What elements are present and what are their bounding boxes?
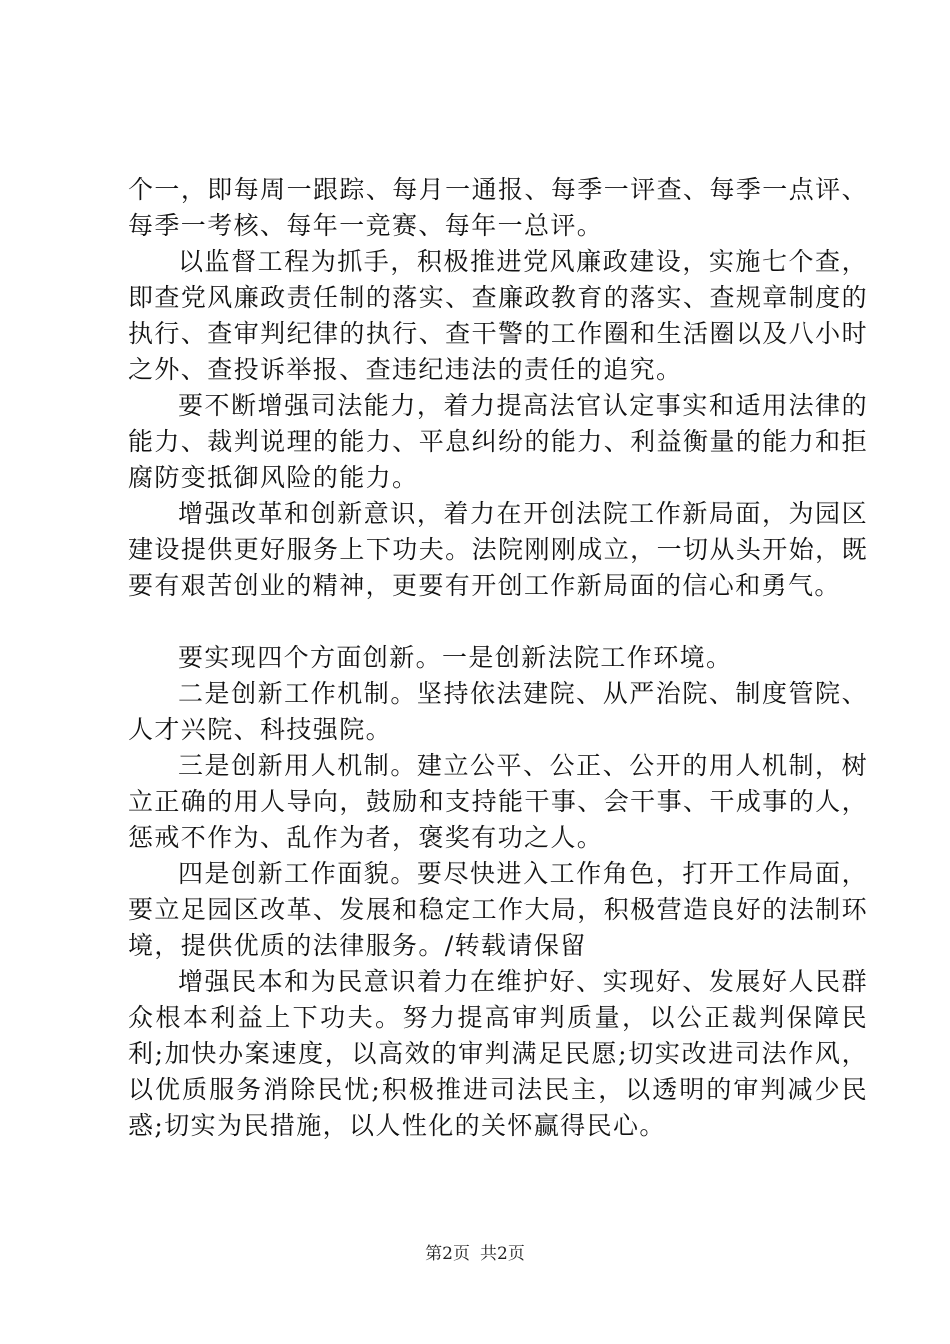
paragraph-four-innovations: 要实现四个方面创新。一是创新法院工作环境。 xyxy=(178,643,733,672)
paragraph-supervision: 以监督工程为抓手，积极推进党风廉政建设，实施七个查，即查党风廉政责任制的落实、查廉政教育的落实、查规章制度的执行、查审判纪律的执行、查干警的工作圈和生活圈以及八小时之外、查投诉举报、查违纪违法的责任的追究。 xyxy=(128,247,868,384)
paragraph-work-mechanism: 二是创新工作机制。坚持依法建院、从严治院、制度管院、人才兴院、科技强院。 xyxy=(128,679,868,744)
paragraph-employment-mechanism: 三是创新用人机制。建立公平、公正、公开的用人机制，树立正确的用人导向，鼓励和支持能干事、会干事、干成事的人，惩戒不作为、乱作为者，褒奖有功之人。 xyxy=(128,751,868,852)
page-number: 第2页 xyxy=(425,1244,470,1264)
paragraph-people-oriented: 增强民本和为民意识着力在维护好、实现好、发展好人民群众根本利益上下功夫。努力提高审判质量，以公正裁判保障民利;加快办案速度，以高效的审判满足民愿;切实改进司法作风，以优质服务消除民忧;积极推进司法民主，以透明的审判减少民惑;切实为民措施，以人性化的关怀赢得民心。 xyxy=(128,967,868,1140)
paragraph-continuation: 个一，即每周一跟踪、每月一通报、每季一评查、每季一点评、每季一考核、每年一竞赛、每年一总评。 xyxy=(128,175,868,240)
page-footer xyxy=(0,1243,950,1265)
document-body xyxy=(128,172,868,1144)
page-total: 共2页 xyxy=(480,1244,525,1264)
paragraph-reform-innovation: 增强改革和创新意识，着力在开创法院工作新局面，为园区建设提供更好服务上下功夫。法院刚刚成立，一切从头开始，既要有艰苦创业的精神，更要有开创工作新局面的信心和勇气。 xyxy=(128,499,868,600)
paragraph-work-appearance: 四是创新工作面貌。要尽快进入工作角色，打开工作局面，要立足园区改革、发展和稳定工作大局，积极营造良好的法制环境，提供优质的法律服务。/转载请保留 xyxy=(128,859,868,960)
paragraph-judicial-capacity: 要不断增强司法能力，着力提高法官认定事实和适用法律的能力、裁判说理的能力、平息纠纷的能力、利益衡量的能力和拒腐防变抵御风险的能力。 xyxy=(128,391,868,492)
